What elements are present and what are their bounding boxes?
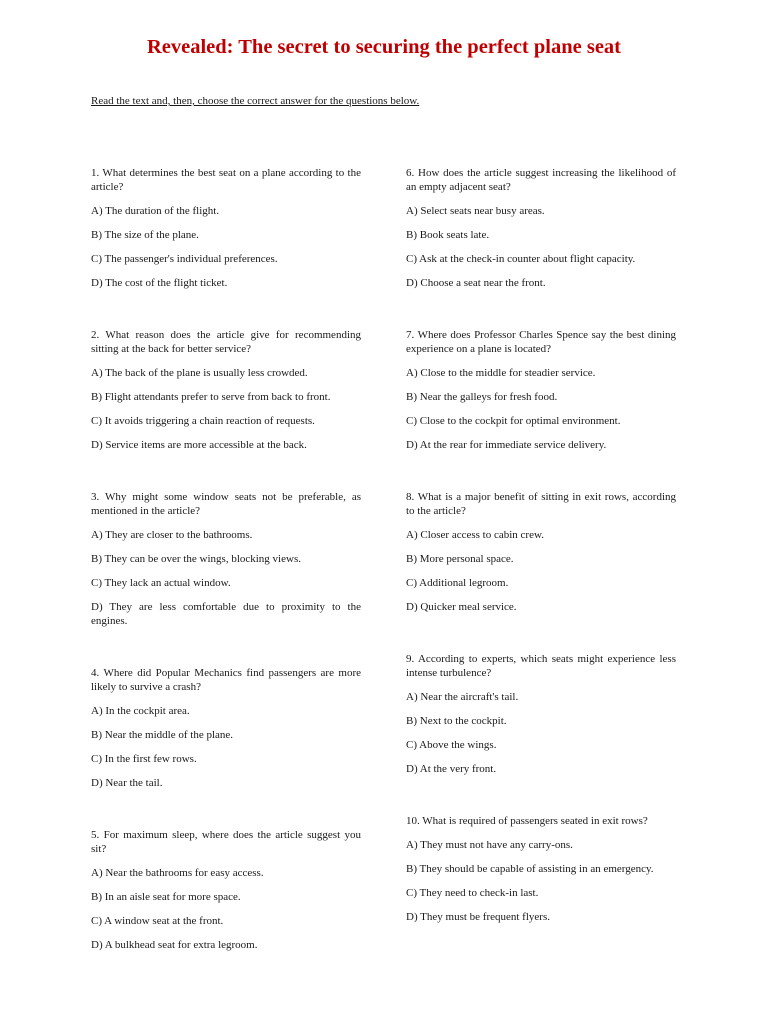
answer-option: C) They lack an actual window. xyxy=(91,577,231,589)
answer-option: C) The passenger's individual preferences. xyxy=(91,253,278,265)
answer-option: C) They need to check-in last. xyxy=(406,887,539,899)
question-block xyxy=(406,814,676,924)
questions-left-column xyxy=(91,166,361,952)
questions-right-column xyxy=(406,166,676,924)
question-text: 4. Where did Popular Mechanics find passengers are more likely to survive a crash? xyxy=(91,667,361,693)
answer-option: C) Ask at the check-in counter about flight capacity. xyxy=(406,253,636,265)
answer-option: A) Closer access to cabin crew. xyxy=(406,529,544,541)
question-block xyxy=(91,828,361,952)
answer-option: A) Close to the middle for steadier service. xyxy=(406,367,596,379)
answer-option: B) Next to the cockpit. xyxy=(406,715,507,727)
question-text: 10. What is required of passengers seated in exit rows? xyxy=(406,815,648,827)
answer-option: A) They must not have any carry-ons. xyxy=(406,839,573,851)
question-text: 5. For maximum sleep, where does the article suggest you sit? xyxy=(91,829,361,855)
answer-option: D) They must be frequent flyers. xyxy=(406,911,550,923)
answer-option: A) Select seats near busy areas. xyxy=(406,205,545,217)
answer-option: A) In the cockpit area. xyxy=(91,705,190,717)
question-block xyxy=(91,328,361,452)
answer-option: D) At the very front. xyxy=(406,763,497,775)
answer-option: D) Service items are more accessible at the back. xyxy=(91,439,307,451)
answer-option: A) The duration of the flight. xyxy=(91,205,220,217)
answer-option: B) Near the middle of the plane. xyxy=(91,729,234,741)
question-text: 2. What reason does the article give for recommending sitting at the back for better service? xyxy=(91,329,361,355)
answer-option: A) They are closer to the bathrooms. xyxy=(91,529,253,541)
answer-option: D) They are less comfortable due to proximity to the engines. xyxy=(91,601,361,627)
answer-option: C) In the first few rows. xyxy=(91,753,197,765)
answer-option: B) They can be over the wings, blocking views. xyxy=(91,553,301,565)
instructions: Read the text and, then, choose the correct answer for the questions below. xyxy=(91,95,420,107)
answer-option: A) Near the aircraft's tail. xyxy=(406,691,519,703)
answer-option: D) Quicker meal service. xyxy=(406,601,517,613)
question-block xyxy=(406,166,676,290)
question-text: 8. What is a major benefit of sitting in exit rows, according to the article? xyxy=(406,491,676,517)
answer-option: D) Near the tail. xyxy=(91,777,163,789)
answer-option: D) The cost of the flight ticket. xyxy=(91,277,228,289)
answer-option: D) Choose a seat near the front. xyxy=(406,277,546,289)
question-block xyxy=(406,652,676,776)
answer-option: B) The size of the plane. xyxy=(91,229,199,241)
answer-option: B) Book seats late. xyxy=(406,229,490,241)
question-block xyxy=(91,166,361,290)
answer-option: B) Flight attendants prefer to serve from back to front. xyxy=(91,391,331,403)
answer-option: C) Close to the cockpit for optimal environment. xyxy=(406,415,621,427)
answer-option: B) Near the galleys for fresh food. xyxy=(406,391,558,403)
answer-option: D) A bulkhead seat for extra legroom. xyxy=(91,939,258,951)
question-text: 3. Why might some window seats not be preferable, as mentioned in the article? xyxy=(91,491,361,517)
question-text: 1. What determines the best seat on a plane according to the article? xyxy=(91,167,361,193)
answer-option: C) It avoids triggering a chain reaction of requests. xyxy=(91,415,315,427)
question-block xyxy=(91,666,361,790)
question-block xyxy=(91,490,361,628)
answer-option: A) The back of the plane is usually less crowded. xyxy=(91,367,308,379)
answer-option: B) In an aisle seat for more space. xyxy=(91,891,241,903)
answer-option: B) More personal space. xyxy=(406,553,514,565)
question-block xyxy=(406,328,676,452)
answer-option: D) At the rear for immediate service delivery. xyxy=(406,439,607,451)
question-text: 6. How does the article suggest increasing the likelihood of an empty adjacent seat? xyxy=(406,167,676,193)
document-title: Revealed: The secret to securing the perfect plane seat xyxy=(146,36,622,58)
answer-option: C) A window seat at the front. xyxy=(91,915,224,927)
question-text: 7. Where does Professor Charles Spence say the best dining experience on a plane is located? xyxy=(406,329,676,355)
question-block xyxy=(406,490,676,614)
answer-option: A) Near the bathrooms for easy access. xyxy=(91,867,264,879)
answer-option: B) They should be capable of assisting in an emergency. xyxy=(406,863,654,875)
answer-option: C) Above the wings. xyxy=(406,739,497,751)
question-text: 9. According to experts, which seats might experience less intense turbulence? xyxy=(406,653,676,679)
answer-option: C) Additional legroom. xyxy=(406,577,509,589)
